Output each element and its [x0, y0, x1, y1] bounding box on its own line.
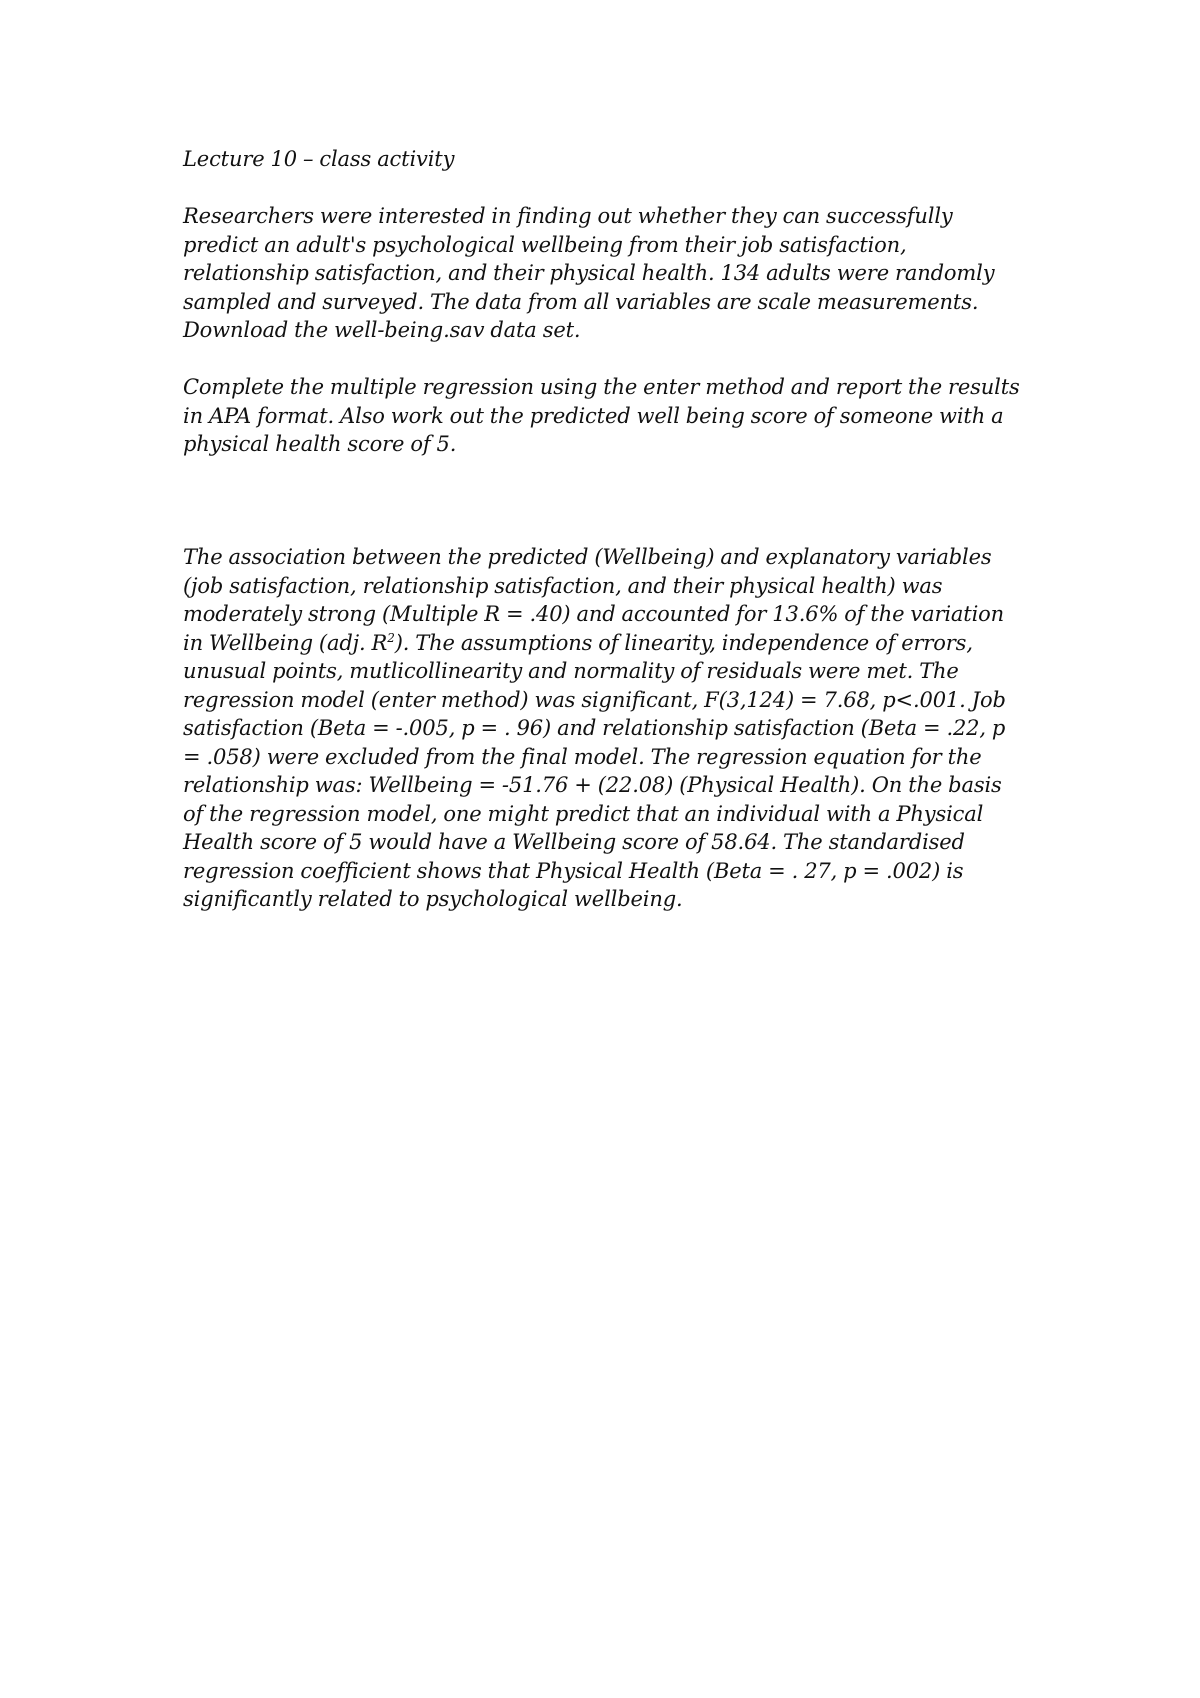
r-squared-superscript: 2: [387, 630, 395, 645]
answer-text-part-1: The association between the predicted (Wellbeing) and explanatory variables (job satisfaction, relationship satisfaction, and their physical health) was moderately strong (Multiple R = .40) and accounted for 13.6% of the variation in Wellbeing (adj. R: [183, 545, 1005, 655]
intro-paragraph: Researchers were interested in finding out whether they can successfully predict an adult's psychological wellbeing from their job satisfaction, relationship satisfaction, and their physical health. 134 adults were randomly sampled and surveyed. The data from all variables are scale measurements. Download the well-being.sav data set.: [183, 204, 995, 342]
answer-paragraph: [183, 543, 1023, 914]
document-heading: Lecture 10 – class activity: [183, 147, 455, 171]
task-paragraph: Complete the multiple regression using the enter method and report the results in APA format. Also work out the predicted well being score of someone with a physical health score of 5.: [183, 375, 1020, 456]
answer-text-part-2: ). The assumptions of linearity, independence of errors, unusual points, mutlicollinearity and normality of residuals were met. The regression model (enter method) was significant, F(3,124) = 7.68, p<.001. Job satisfaction (Beta = -.005, p = . 96) and relationship satisfaction (Beta = .22, p = .058) were excluded from the final model. The regression equation for the relationship was: Wellbeing = -51.76 + (22.08) (Physical Health). On the basis of the regression model, one might predict that an individual with a Physical Health score of 5 would have a Wellbeing score of 58.64. The standardised regression coefficient shows that Physical Health (Beta = . 27, p = .002) is significantly related to psychological wellbeing.: [183, 630, 1006, 911]
